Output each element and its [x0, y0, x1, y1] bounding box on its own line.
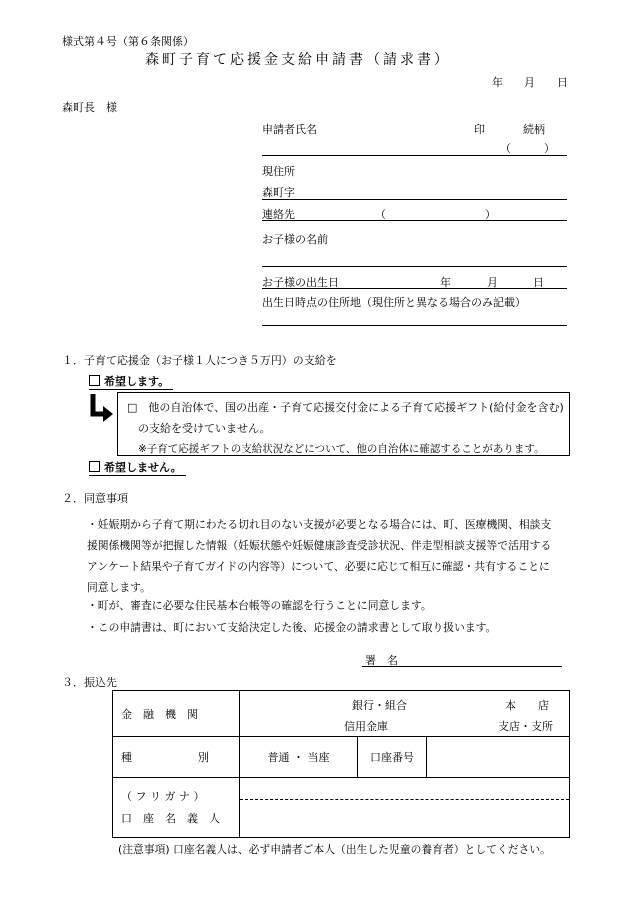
account-holder-cell[interactable]: [240, 778, 570, 838]
holder-label-cell: [113, 778, 240, 838]
checkbox-no[interactable]: [89, 461, 100, 472]
birth-month: 月: [487, 276, 498, 289]
address-underline: [262, 199, 567, 200]
checkbox-yes[interactable]: [89, 375, 100, 386]
page-title: 森町子育て応援金支給申請書（請求書）: [145, 52, 451, 68]
option-no[interactable]: [89, 459, 186, 476]
form-number: 様式第４号（第６条関係）: [62, 35, 194, 48]
consent-line-4: 同意します。: [87, 581, 151, 594]
child-name-underline: [262, 266, 567, 267]
signature-label: 署 名: [365, 654, 398, 667]
arrow-down-right-icon: [88, 392, 116, 426]
seal-mark: 印: [474, 123, 485, 136]
section3-heading: ３．振込先: [62, 676, 117, 689]
option-yes-label: 希望します。: [104, 375, 170, 388]
type-label-cell: [113, 737, 240, 778]
bank-type-1: 銀行・組合: [352, 699, 407, 712]
addressee: 森町長 様: [62, 101, 117, 114]
contact-paren: （ ）: [375, 208, 496, 221]
consent-resident-registry: ・町が、審査に必要な住民基本台帳等の確認を行うことに同意します。: [87, 599, 432, 612]
date-year: 年: [492, 76, 503, 89]
birth-address-underline: [262, 325, 567, 326]
account-type-label: 種 別: [121, 751, 209, 764]
contact-underline: [262, 220, 567, 221]
furigana-divider: [240, 799, 569, 800]
birth-year: 年: [440, 276, 451, 289]
town-label: 森町字: [262, 186, 295, 199]
other-municipality-box: [117, 392, 570, 456]
address-label: 現住所: [262, 165, 295, 178]
birth-date-label: お子様の出生日: [262, 276, 339, 289]
consent-line-3: アンケート結果や子育てガイドの内容等）について、必要に応じて相互に確認・共有することに: [87, 560, 550, 573]
account-type-values: 普通 ・ 当座: [267, 751, 330, 764]
option-yes[interactable]: [89, 373, 173, 390]
birth-day: 日: [533, 276, 544, 289]
consent-paragraph: [87, 514, 551, 598]
account-type-options[interactable]: [240, 737, 358, 778]
option-no-label: 希望しません。: [104, 461, 182, 474]
birth-address-label: 出生日時点の住所地（現住所と異なる場合のみ記載）: [262, 296, 526, 309]
furigana-label: （ フ リ ガ ナ ）: [121, 789, 205, 803]
branch-type-1: 本 店: [505, 699, 549, 712]
consent-invoice: ・この申請書は、町において支給決定した後、応援金の請求書として取り扱います。: [87, 621, 497, 634]
branch-type-2: 支店・支所: [498, 720, 553, 733]
date-month: 月: [524, 76, 535, 89]
name-underline: [262, 155, 567, 156]
box-note: ※子育て応援ギフトの支給状況などについて、他の自治体に確認することがあります。: [138, 443, 545, 455]
consent-line-2: 援関係機関等が把握した情報（妊娠状態や妊娠健康診査受診状況、伴走型相談支援等で活用する: [87, 539, 552, 552]
bank-label: 金 融 機 関: [121, 707, 198, 721]
date-day: 日: [557, 76, 568, 89]
box-line1[interactable]: □ 他の自治体で、国の出産・子育て応援交付金による子育て応援ギフト(給付金を含む): [127, 401, 564, 414]
section1-heading: １．子育て応援金（お子様１人につき５万円）の支給を: [62, 354, 337, 367]
relation-label: 続柄: [523, 123, 545, 136]
section2-heading: ２．同意事項: [62, 492, 128, 505]
child-name-label: お子様の名前: [262, 233, 328, 246]
bank-table: [112, 690, 570, 838]
applicant-name-label: 申請者氏名: [262, 123, 317, 136]
bank-name-cell[interactable]: [240, 691, 570, 737]
bank-label-cell: [113, 691, 240, 737]
contact-label: 連絡先: [262, 208, 295, 221]
consent-line-1: ・妊娠期から子育て期にわたる切れ目のない支援が必要となる場合には、町、医療機関、相談支: [87, 518, 552, 531]
account-number-label: 口座番号: [370, 751, 414, 764]
birth-date-underline: [262, 288, 567, 289]
relation-paren: （ ）: [500, 142, 555, 155]
transfer-note: (注意事項) 口座名義人は、必ず申請者ご本人（出生した児童の養育者）としてください。: [118, 843, 551, 856]
account-number-cell[interactable]: [427, 737, 570, 778]
account-number-label-cell: [358, 737, 427, 778]
box-line2: の支給を受けていません。: [138, 422, 271, 435]
signature-underline[interactable]: [362, 666, 562, 667]
bank-type-2: 信用金庫: [344, 720, 388, 733]
account-holder-label: 口 座 名 義 人: [121, 811, 220, 825]
